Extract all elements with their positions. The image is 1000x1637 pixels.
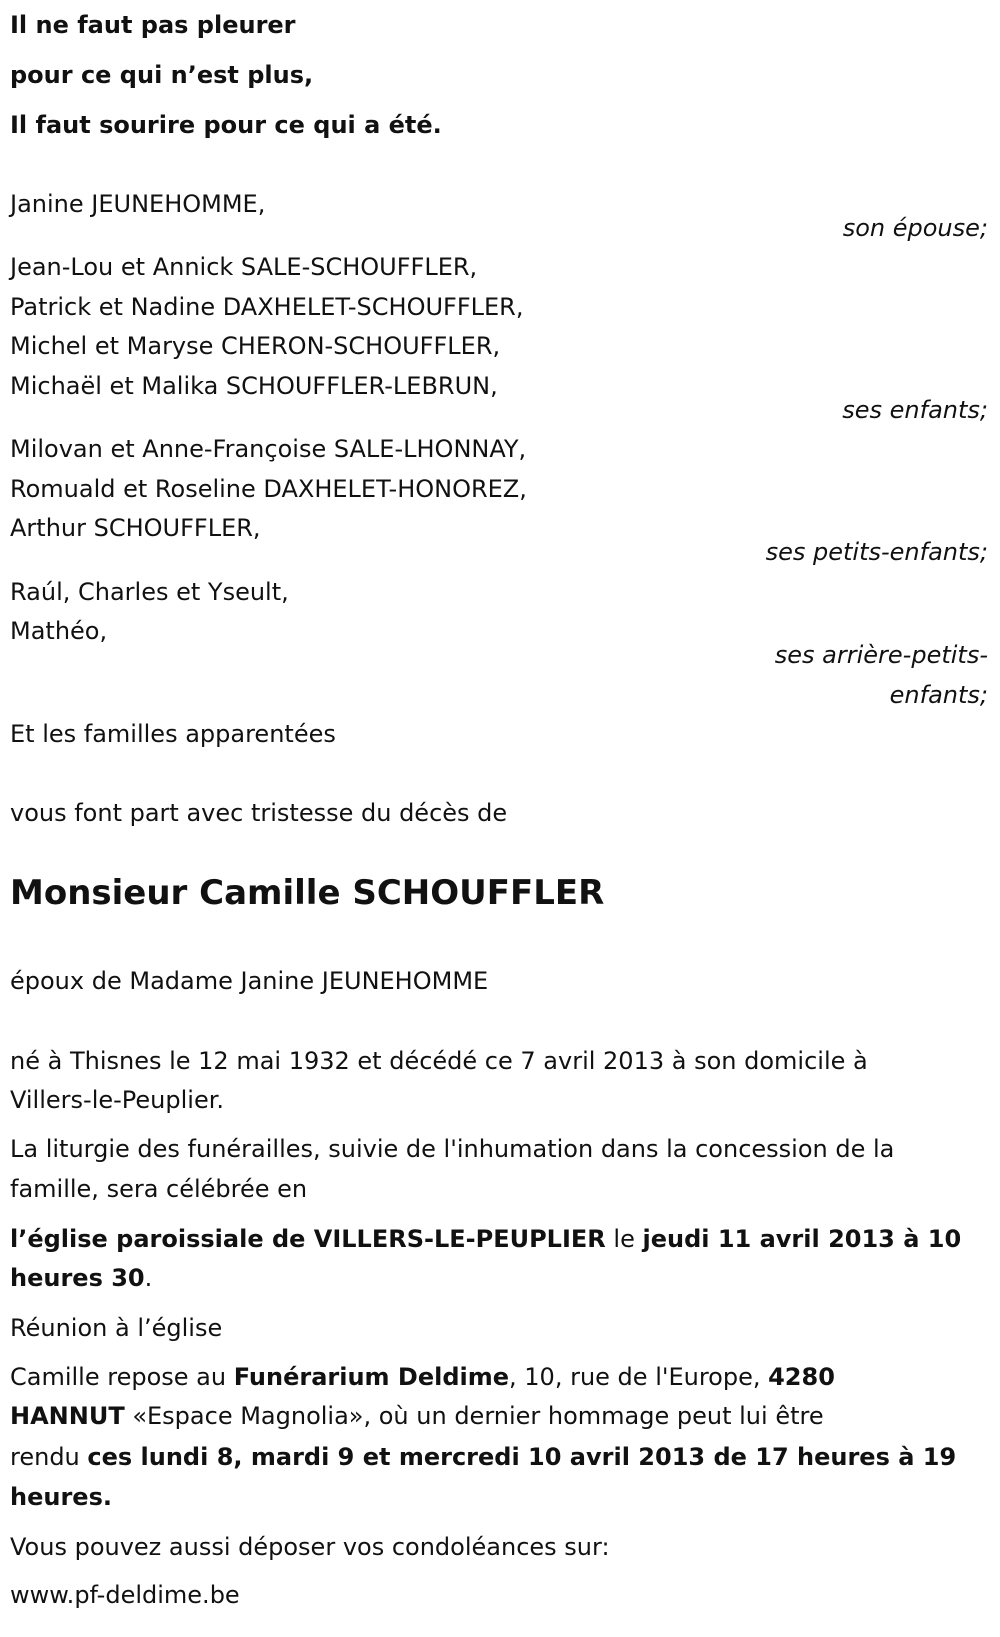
spouse-label: son épouse;	[842, 214, 988, 242]
visitation-text: rendu	[10, 1443, 88, 1471]
liturgy-line: famille, sera célébrée en	[10, 1175, 308, 1203]
related-families: Et les familles apparentées	[10, 720, 336, 748]
birth-death-line: Villers-le-Peuplier.	[10, 1086, 225, 1114]
great-grandchildren-label: enfants;	[889, 681, 988, 709]
child-name: Michaël et Malika SCHOUFFLER-LEBRUN,	[10, 372, 498, 400]
ceremony-date: jeudi 11 avril 2013 à 10	[642, 1225, 962, 1253]
website-link[interactable]: www.pf-deldime.be	[10, 1581, 240, 1609]
grandchild-name: Arthur SCHOUFFLER,	[10, 514, 261, 542]
children-label: ses enfants;	[842, 396, 988, 424]
meeting: Réunion à l’église	[10, 1314, 223, 1342]
grandchild-name: Milovan et Anne-Françoise SALE-LHONNAY,	[10, 435, 527, 463]
ceremony-line	[10, 1258, 152, 1298]
birth-death-line: né à Thisnes le 12 mai 1932 et décédé ce 7 avril 2013 à son domicile à	[10, 1047, 868, 1075]
deceased-name: Monsieur Camille SCHOUFFLER	[10, 873, 605, 913]
child-name: Patrick et Nadine DAXHELET-SCHOUFFLER,	[10, 293, 524, 321]
ceremony-line	[10, 1219, 961, 1259]
spouse-name: Janine JEUNEHOMME,	[10, 190, 266, 218]
ceremony-time: heures 30	[10, 1264, 145, 1292]
grandchildren-label: ses petits-enfants;	[765, 538, 988, 566]
visitation-line	[10, 1396, 824, 1436]
announcement: vous font part avec tristesse du décès de	[10, 799, 508, 827]
ceremony-place: l’église paroissiale de VILLERS-LE-PEUPLIER	[10, 1225, 606, 1253]
visitation-line	[10, 1357, 835, 1397]
city: HANNUT	[10, 1402, 125, 1430]
child-name: Michel et Maryse CHERON-SCHOUFFLER,	[10, 332, 501, 360]
liturgy-line: La liturgie des funérailles, suivie de l'inhumation dans la concession de la	[10, 1135, 895, 1163]
great-grandchild-name: Mathéo,	[10, 617, 108, 645]
ceremony-end: .	[144, 1264, 153, 1292]
quote-line: pour ce qui n’est plus,	[10, 61, 314, 89]
visitation-text: Camille repose au	[10, 1363, 234, 1391]
funeral-home: Funérarium Deldime	[233, 1363, 510, 1391]
great-grandchild-name: Raúl, Charles et Yseult,	[10, 578, 289, 606]
condolences-text: Vous pouvez aussi déposer vos condoléances sur:	[10, 1533, 610, 1561]
child-name: Jean-Lou et Annick SALE-SCHOUFFLER,	[10, 253, 478, 281]
quote-line: Il ne faut pas pleurer	[10, 11, 296, 39]
postal-code: 4280	[768, 1363, 835, 1391]
visitation-line	[10, 1437, 956, 1477]
ceremony-connector: le	[605, 1225, 643, 1253]
quote-line: Il faut sourire pour ce qui a été.	[10, 111, 442, 139]
visitation-line: heures.	[10, 1483, 112, 1511]
grandchild-name: Romuald et Roseline DAXHELET-HONOREZ,	[10, 475, 527, 503]
visitation-text: «Espace Magnolia», où un dernier hommage peut lui être	[124, 1402, 824, 1430]
visitation-text: , 10, rue de l'Europe,	[509, 1363, 769, 1391]
spouse-of: époux de Madame Janine JEUNEHOMME	[10, 967, 489, 995]
great-grandchildren-label: ses arrière-petits-	[774, 641, 988, 669]
visitation-dates: ces lundi 8, mardi 9 et mercredi 10 avril 2013 de 17 heures à 19	[87, 1443, 957, 1471]
